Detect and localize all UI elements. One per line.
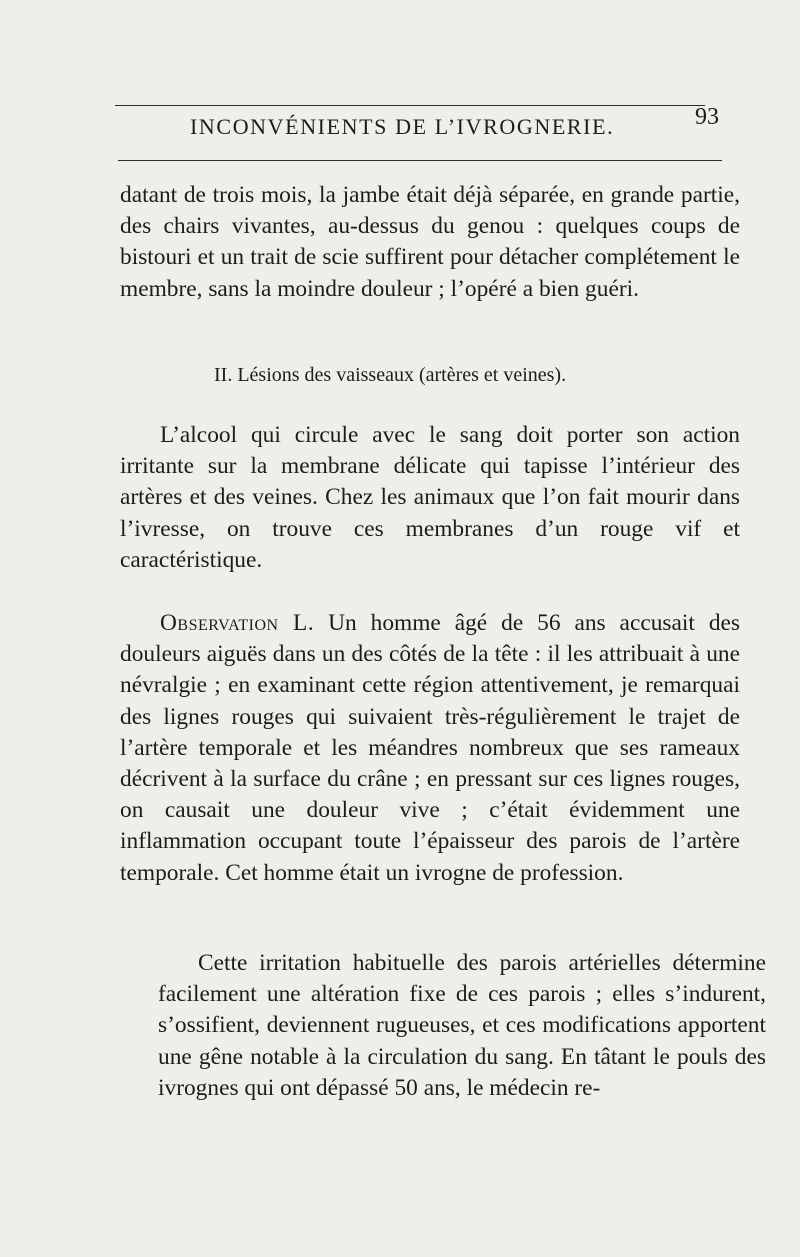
header-top-rule [115, 105, 705, 106]
paragraph-observation [120, 608, 740, 889]
observation-label: Observation L. [160, 610, 315, 636]
paragraph-text: Cette irritation habituelle des parois artérielles détermine facilement une altération fixe de ces parois ; elles s’indurent, s’ossifient, deviennent rugueuses, et ces modifications apportent une gêne notable à la circulation du sang. En tâtant le pouls des ivrognes qui ont dépassé 50 ans, le médecin re- [158, 950, 766, 1101]
observation-text: Un homme âgé de 56 ans accusait des douleurs aiguës dans un des côtés de la tête : il les attribuait à une névralgie ; en examinant cette région attentivement, je remarquai des lignes rouges qui suivaient très-régulièrement le trajet de l’artère temporale et les méandres nombreux que ses rameaux décrivent à la surface du crâne ; en pressant sur ces lignes rouges, on causait une douleur vive ; c’était évidemment une inflammation occupant toute l’épaisseur des parois de l’artère temporale. Cet homme était un ivrogne de profession. [120, 610, 740, 886]
paragraph-text: L’alcool qui circule avec le sang doit porter son action irritante sur la membrane délicate qui tapisse l’intérieur des artères et des veines. Chez les animaux que l’on fait mourir dans l’ivresse, on trouve ces membranes d’un rouge vif et caractéristique. [120, 422, 740, 573]
section-heading: II. Lésions des vaisseaux (artères et veines). [214, 364, 567, 386]
header-bottom-rule [118, 160, 722, 161]
paragraph-irritation [158, 948, 766, 1104]
paragraph-text: datant de trois mois, la jambe était déjà séparée, en grande partie, des chairs vivantes, au-dessus du genou : quelques coups de bistouri et un trait de scie suffirent pour détacher complétement le membre, sans la moindre douleur ; l’opéré a bien guéri. [120, 182, 740, 302]
observation-paragraph [120, 608, 740, 889]
page-number: 93 [695, 104, 719, 130]
paragraph-alcool [120, 420, 740, 576]
paragraph-continuation [120, 180, 740, 305]
running-head: INCONVÉNIENTS DE L’IVROGNERIE. [190, 114, 615, 139]
